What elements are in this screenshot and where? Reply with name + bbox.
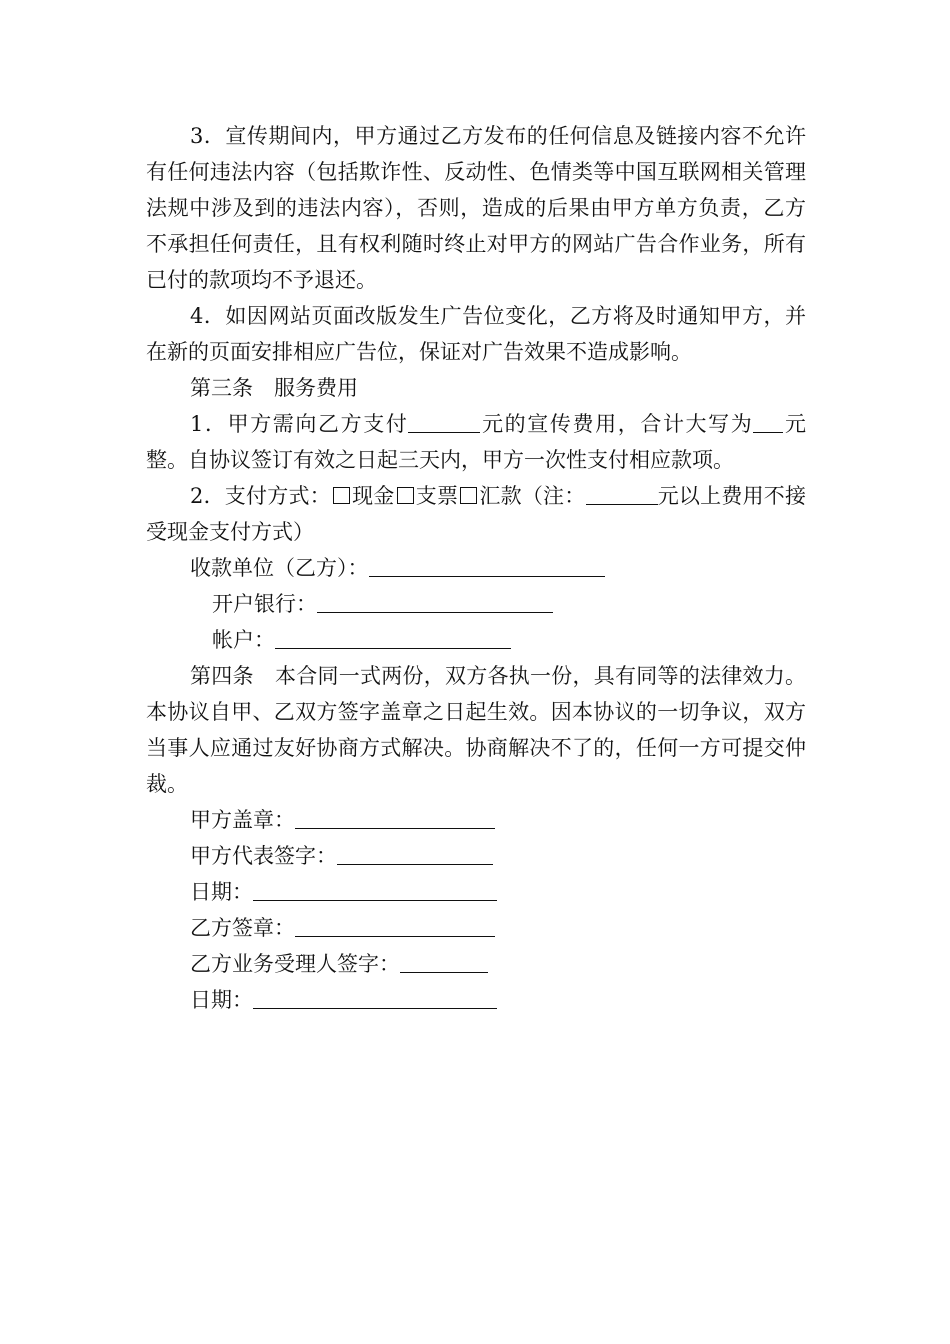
cash-limit-blank[interactable]	[586, 484, 658, 505]
date-a-label: 日期：	[190, 880, 253, 904]
payee-field[interactable]	[369, 556, 605, 577]
cash-checkbox[interactable]	[333, 487, 350, 504]
contract-page	[146, 118, 806, 1018]
party-a-rep-row	[146, 838, 806, 874]
party-a-seal-label: 甲方盖章：	[190, 808, 295, 832]
fee-clause	[146, 406, 806, 478]
article-4: 第四条 本合同一式两份，双方各执一份，具有同等的法律效力。本协议自甲、乙双方签字盖章之日起生效。因本协议的一切争议，双方当事人应通过友好协商方式解决。协商解决不了的，任何一方可提交仲裁。	[146, 664, 806, 796]
bank-label: 开户银行：	[212, 592, 317, 616]
payment-clause	[146, 478, 806, 550]
fee-text-b: 元的宣传费用，合计大写为	[480, 412, 754, 436]
date-b-label: 日期：	[190, 988, 253, 1012]
date-a-field[interactable]	[253, 880, 497, 901]
fee-text-a: 1．甲方需向乙方支付	[190, 412, 409, 436]
bank-field[interactable]	[317, 592, 553, 613]
fee-text-c: 元整。自协议签订有效之日起三天内，甲方一次性支付相应款项。	[146, 412, 806, 472]
account-field[interactable]	[275, 628, 511, 649]
transfer-label: 汇款（注：	[479, 484, 586, 508]
date-b-row	[146, 982, 806, 1018]
bank-row	[146, 586, 806, 622]
party-b-seal-label: 乙方签章：	[190, 916, 295, 940]
payee-row	[146, 550, 806, 586]
party-a-seal-row	[146, 802, 806, 838]
check-label: 支票	[415, 484, 459, 508]
party-b-agent-row	[146, 946, 806, 982]
payee-label: 收款单位（乙方）：	[190, 556, 369, 580]
party-b-seal-field[interactable]	[295, 916, 495, 937]
fee-amount-blank[interactable]	[408, 412, 480, 433]
party-a-rep-field[interactable]	[337, 844, 493, 865]
account-label: 帐户：	[212, 628, 275, 652]
party-b-agent-label: 乙方业务受理人签字：	[190, 952, 400, 976]
payment-text-a: 2．支付方式：	[190, 484, 331, 508]
party-a-rep-label: 甲方代表签字：	[190, 844, 337, 868]
cash-label: 现金	[351, 484, 395, 508]
date-a-row	[146, 874, 806, 910]
payment-text-b: 元以上费用不接受现金支付方式）	[146, 484, 807, 544]
party-b-seal-row	[146, 910, 806, 946]
clause-3: 3．宣传期间内，甲方通过乙方发布的任何信息及链接内容不允许有任何违法内容（包括欺诈性、反动性、色情类等中国互联网相关管理法规中涉及到的违法内容），否则，造成的后果由甲方单方负责，乙方不承担任何责任，且有权利随时终止对甲方的网站广告合作业务，所有已付的款项均不予退还。	[146, 124, 806, 292]
fee-capital-blank[interactable]	[753, 412, 783, 433]
article-3-heading: 第三条 服务费用	[190, 376, 358, 400]
transfer-checkbox[interactable]	[460, 487, 477, 504]
date-b-field[interactable]	[253, 988, 497, 1009]
account-row	[146, 622, 806, 658]
party-b-agent-field[interactable]	[400, 952, 488, 973]
check-checkbox[interactable]	[397, 487, 414, 504]
party-a-seal-field[interactable]	[295, 808, 495, 829]
clause-4: 4．如因网站页面改版发生广告位变化，乙方将及时通知甲方，并在新的页面安排相应广告位，保证对广告效果不造成影响。	[146, 304, 806, 364]
